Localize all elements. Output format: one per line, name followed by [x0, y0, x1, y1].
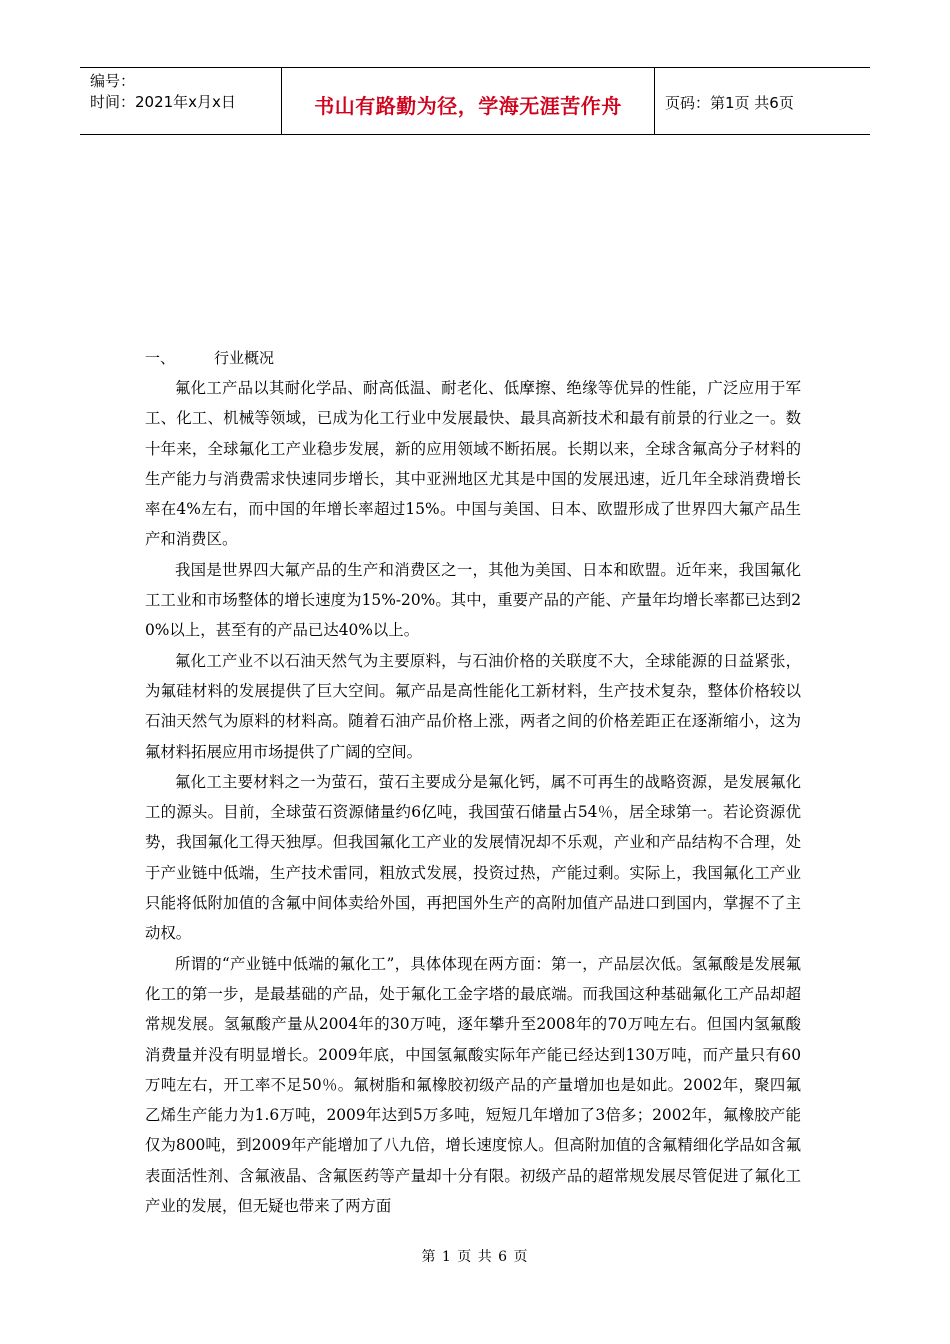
serial-number-label: 编号：: [90, 72, 136, 90]
paragraph: 我国是世界四大氟产品的生产和消费区之一，其他为美国、日本和欧盟。近年来，我国氟化工工业和市场整体的增长速度为15%-20%。其中，重要产品的产能、产量年均增长率都已达到20%以上，甚至有的产品已达40%以上。: [145, 560, 801, 640]
header-meta: [80, 68, 281, 134]
paragraph: 氟化工产品以其耐化学品、耐高低温、耐老化、低摩擦、绝缘等优异的性能，广泛应用于军工、化工、机械等领域，已成为化工行业中发展最快、最具高新技术和最有前景的行业之一。数十年来，全球氟化工产业稳步发展，新的应用领域不断拓展。长期以来，全球含氟高分子材料的生产能力与消费需求快速同步增长，其中亚洲地区尤其是中国的发展迅速，近几年全球消费增长率在4%左右，而中国的年增长率超过15%。中国与美国、日本、欧盟形成了世界四大氟产品生产和消费区。: [145, 379, 801, 549]
paragraph: 所谓的“产业链中低端的氟化工”，具体体现在两方面：第一，产品层次低。氢氟酸是发展氟化工的第一步，是最基础的产品，处于氟化工金字塔的最底端。而我国这种基础氟化工产品却超常规发展。氢氟酸产量从2004年的30万吨，逐年攀升至2008年的70万吨左右。但国内氢氟酸消费量并没有明显增长。2009年底，中国氢氟酸实际年产能已经达到130万吨，而产量只有60万吨左右，开工率不足50％。氟树脂和氟橡胶初级产品的产量增加也是如此。2002年，聚四氟乙烯生产能力为1.6万吨，2009年达到5万多吨，短短几年增加了3倍多；2002年，氟橡胶产能仅为800吨，到2009年产能增加了八九倍，增长速度惊人。但高附加值的含氟精细化学品如含氟表面活性剂、含氟液晶、含氟医药等产量却十分有限。初级产品的超常规发展尽管促进了氟化工产业的发展，但无疑也带来了两方面: [145, 954, 801, 1216]
date-label: 时间：2021年x月x日: [90, 93, 236, 111]
section-title: 行业概况: [214, 349, 275, 367]
page-footer: 第 1 页 共 6 页: [421, 1249, 529, 1265]
section-number: 一、: [145, 349, 176, 367]
document-body: [145, 343, 801, 1221]
paragraph: 氟化工产业不以石油天然气为主要原料，与石油价格的关联度不大，全球能源的日益紧张，为氟硅材料的发展提供了巨大空间。氟产品是高性能化工新材料，生产技术复杂，整体价格较以石油天然气为原料的材料高。随着石油产品价格上涨，两者之间的价格差距正在逐渐缩小，这为氟材料拓展应用市场提供了广阔的空间。: [145, 651, 801, 761]
paragraph: 氟化工主要材料之一为萤石，萤石主要成分是氟化钙，属不可再生的战略资源，是发展氟化工的源头。目前，全球萤石资源储量约6亿吨，我国萤石储量占54％，居全球第一。若论资源优势，我国氟化工得天独厚。但我国氟化工产业的发展情况却不乐观，产业和产品结构不合理，处于产业链中低端，生产技术雷同，粗放式发展，投资过热，产能过剩。实际上，我国氟化工产业只能将低附加值的含氟中间体卖给外国，再把国外生产的高附加值产品进口到国内，掌握不了主动权。: [145, 772, 801, 943]
page-header: [80, 67, 870, 135]
header-page-info: 页码：第1页 共6页: [665, 93, 794, 112]
header-motto: 书山有路勤为径，学海无涯苦作舟: [281, 68, 655, 134]
section-heading: [145, 343, 801, 373]
